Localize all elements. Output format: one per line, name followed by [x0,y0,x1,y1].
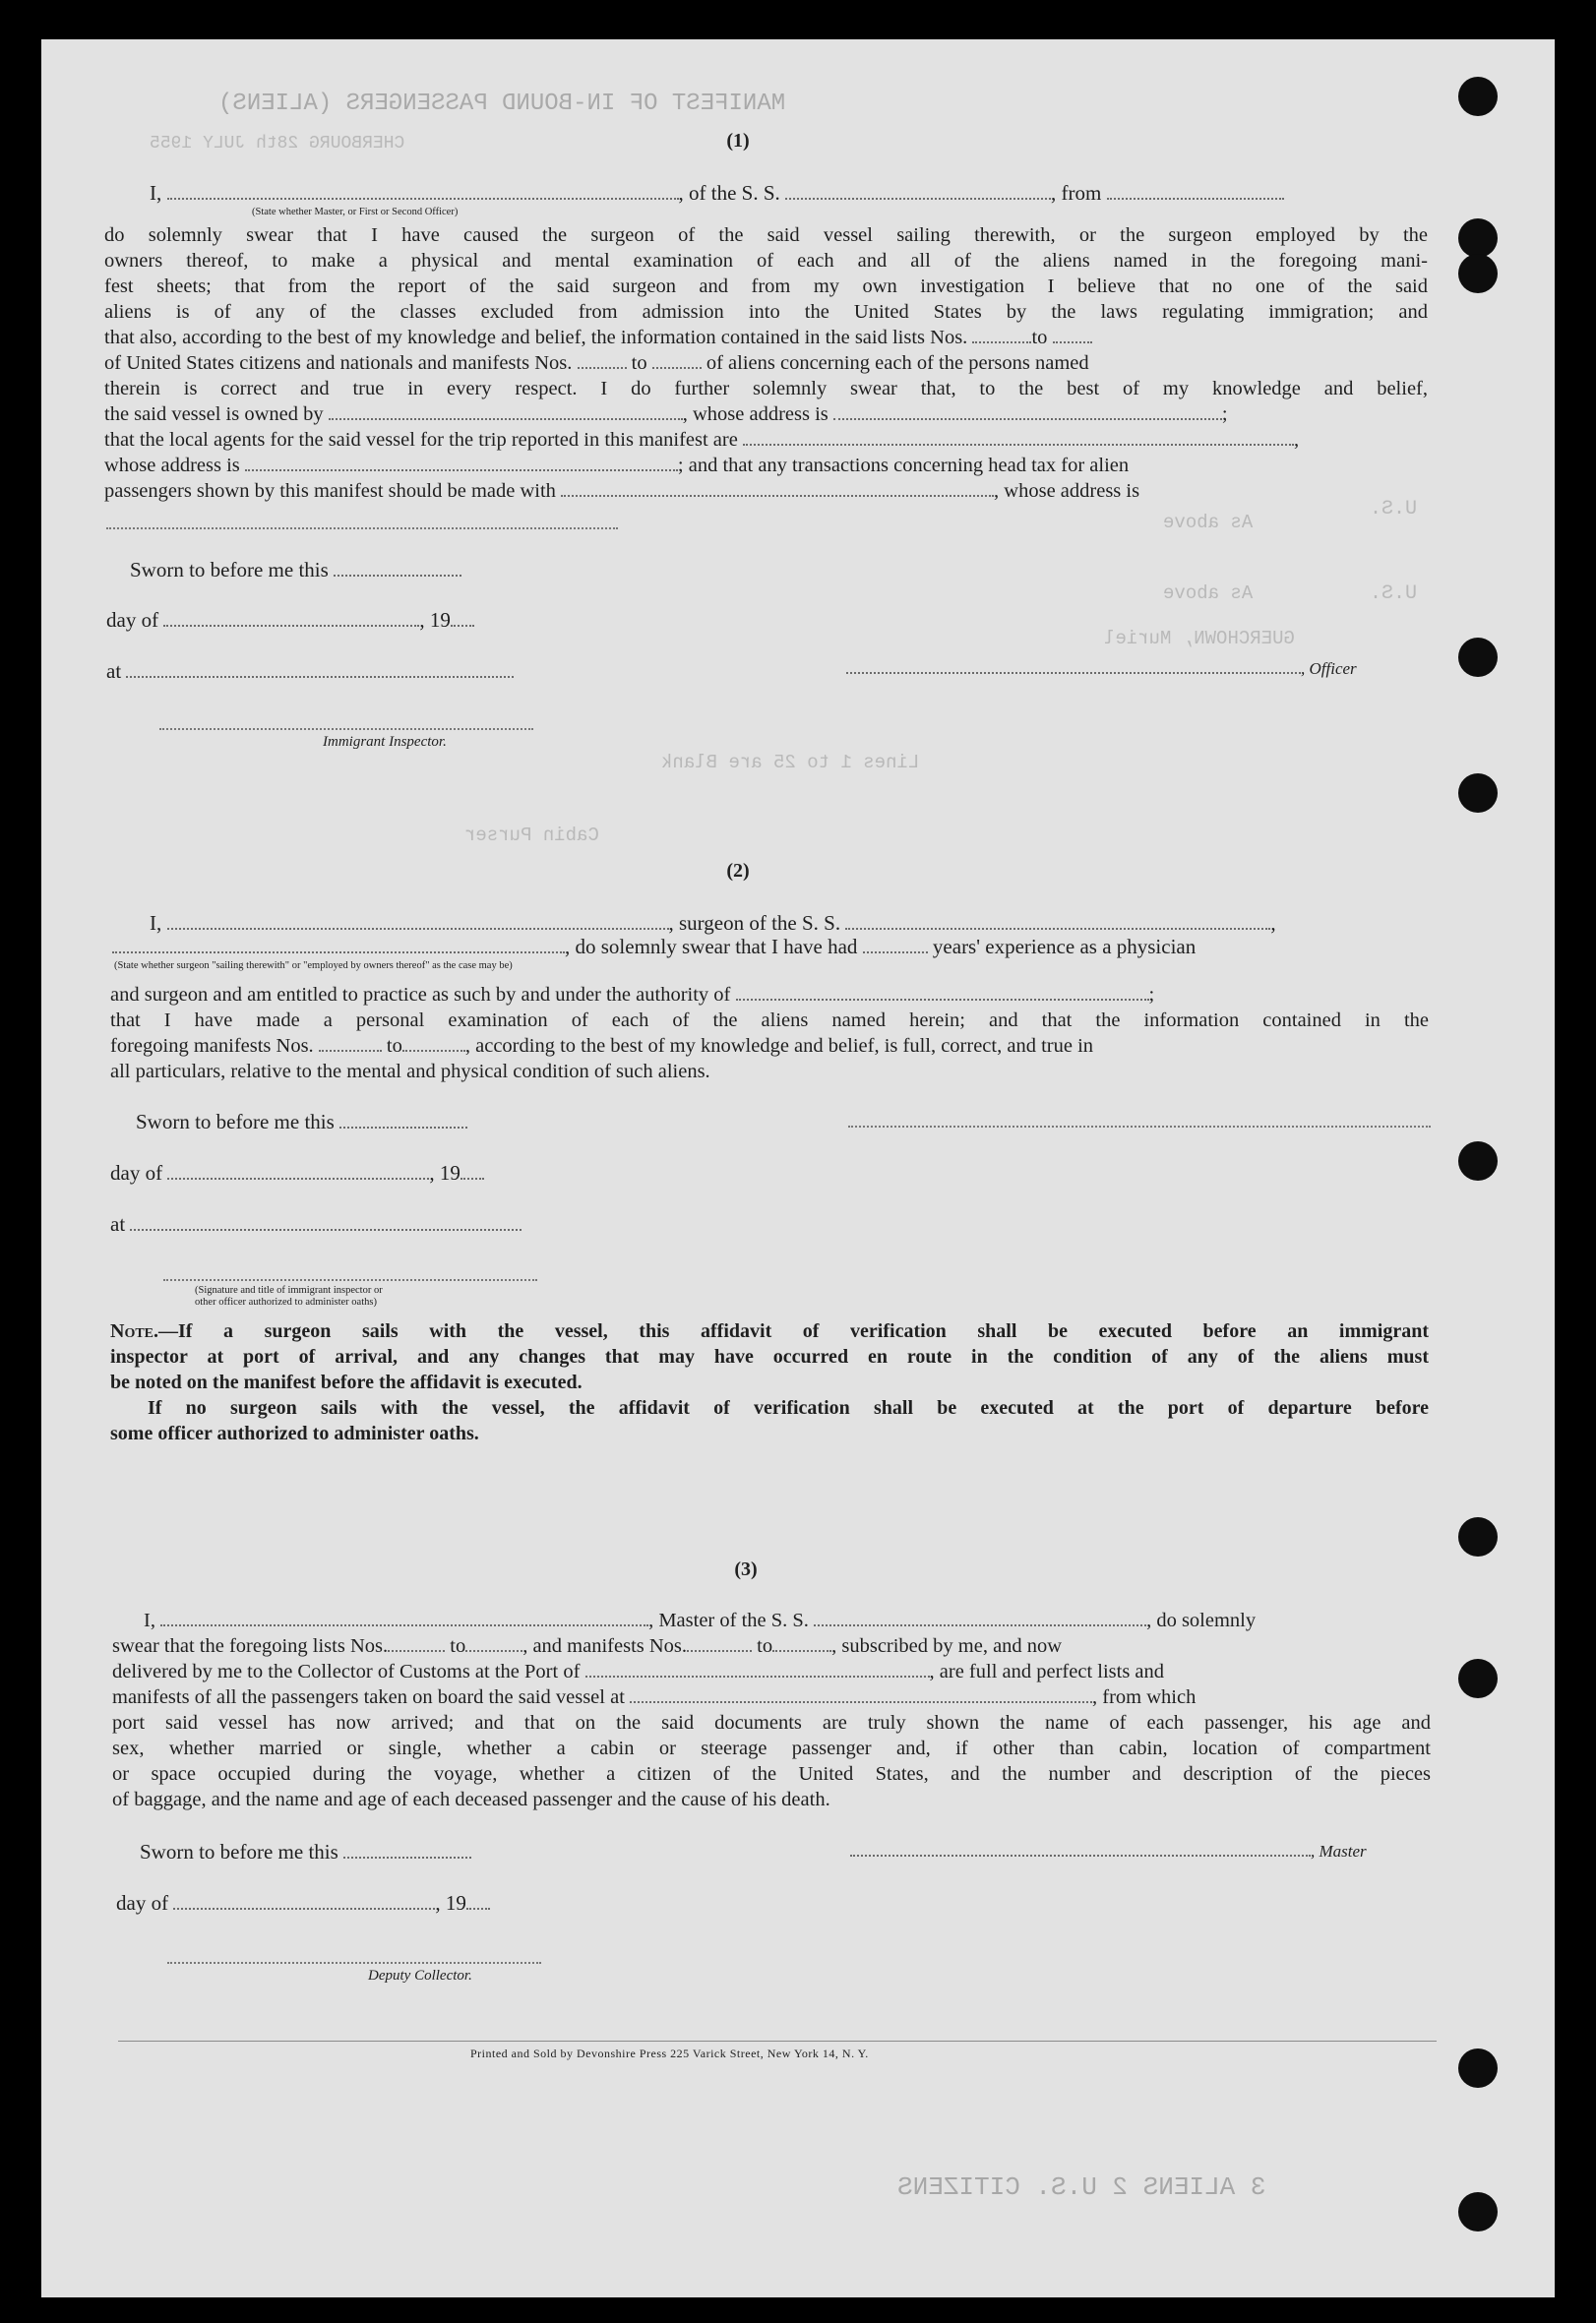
deputy-collector-label: Deputy Collector. [368,1968,472,1984]
section-2-experience-line: , do solemnly swear that I have had years' experience as a physician [112,935,1196,959]
binder-hole [1458,1517,1498,1557]
section-2-day-of: day of , 19 [110,1161,484,1186]
binder-hole [1458,1659,1498,1698]
deputy-collector-line [167,1962,541,1964]
bleed-mark-2: U.S. [1370,582,1418,605]
surgeon-caption: (State whether surgeon "sailing therewith" or "employed by owners thereof" as the case may be) [114,960,513,971]
section-2-sworn: Sworn to before me this [136,1110,467,1134]
bleed-entry-4: Lines 1 to 25 are Blank [661,752,920,773]
section-2-opening-line: I, , surgeon of the S. S. , [150,911,1276,935]
binder-hole [1458,77,1498,116]
footer-rule [118,2041,1437,2042]
section-3-day-of: day of , 19 [116,1891,490,1916]
bleed-mark-1: U.S. [1370,498,1418,520]
binder-hole [1458,638,1498,677]
bleed-entry-5: Cabin Purser [464,825,599,846]
section-1-day-of: day of , 19 [106,608,474,633]
section-3-sworn: Sworn to before me this [140,1840,471,1865]
bleed-entry-3: GUERCHOWN, Muriel [1104,628,1295,649]
bleed-bottom-stamp: 3 ALIENS 2 U.S. CITIZENS [897,2172,1266,2202]
section-1-opening-line: I, , of the S. S. , from [150,181,1284,206]
section-1-officer-signature: , Officer [846,655,1357,680]
section-2-number: (2) [726,860,750,882]
section-2-signature-line [848,1126,1431,1128]
section-2-body: and surgeon and am entitled to practice as such by and under the authority of ; that I have made a personal examination of each of the aliens named herein; and that the information contained in the foregoing manifests Nos. to , according to the best of my knowledge and belief, is full, correct, and true in all particulars, relative to the mental and physical condition of such aliens. [110,984,1429,1082]
section-1-sworn: Sworn to before me this [130,558,461,582]
manifest-back-page [41,39,1555,2297]
bleed-header-1: MANIFEST OF IN-BOUND PASSENGERS (ALIENS) [218,91,786,117]
section-1-number: (1) [726,130,750,152]
section-2-inspector-line [163,1279,537,1281]
binder-hole [1458,254,1498,293]
section-1-address-line [106,527,618,529]
binder-hole [1458,1141,1498,1181]
officer-caption: (State whether Master, or First or Second Officer) [252,207,459,217]
section-3-master-signature: , Master [850,1838,1367,1863]
bleed-header-2: CHERBOURG 28th JULY 1955 [150,134,405,153]
binder-hole [1458,218,1498,258]
bleed-entry-2: As above [1163,582,1254,604]
binder-hole [1458,2192,1498,2231]
immigrant-inspector-label: Immigrant Inspector. [323,734,447,750]
section-1-at: at [106,659,514,684]
section-3-body: I, , Master of the S. S. , do solemnly swear that the foregoing lists Nos. to , and manifests Nos. to , subscribed by me, and now delivered by me to the Collector of Customs at the Port of , are full and perfect lists and manifests of all the passengers taken on board the said vessel at , from which port said vessel has now arrived; and that on the said documents are truly shown the name of each passenger, his age and sex, whether married or single, whether a cabin or steerage passenger and, if other than cabin, location of compartment or space occupied during the voyage, whether a citizen of the United States, and the number and description of the pieces of baggage, and the name and age of each deceased passenger and the cause of his death. [112,1610,1431,1810]
binder-hole [1458,2048,1498,2088]
signature-caption-1: (Signature and title of immigrant inspector or [195,1285,383,1296]
signature-caption-2: other officer authorized to administer oaths) [195,1297,377,1308]
surgeon-note: Note.—If a surgeon sails with the vessel, this affidavit of verification shall be executed before an immigrant inspector at port of arrival, and any changes that may have occurred en route in the condition of any of the aliens must be noted on the manifest before the affidavit is executed. If no surgeon sails with the vessel, the affidavit of verification shall be executed at the port of departure before some officer authorized to administer oaths. [110,1320,1429,1444]
section-3-number: (3) [734,1559,758,1580]
printer-credit: Printed and Sold by Devonshire Press 225 Varick Street, New York 14, N. Y. [470,2047,869,2060]
immigrant-inspector-line [159,728,533,730]
section-2-at: at [110,1212,522,1237]
bleed-entry-1: As above [1163,512,1254,533]
binder-hole [1458,773,1498,813]
section-1-body: do solemnly swear that I have caused the surgeon of the said vessel sailing therewith, or the surgeon employed by the owners thereof, to make a physical and mental examination of each and all of the aliens named in the foregoing mani- fest sheets; that from the report of the said surgeon and from my own investigation I believe that no one of the said aliens is of any of the classes excluded from admission into the United States by the laws regulating immigration; and that also, according to the best of my knowledge and belief, the information contained in the said lists Nos. to of United States citizens and nationals and manifests Nos. to of aliens concerning each of the persons named therein is correct and true in every respect. I do further solemnly swear that, to the best of my knowledge and belief, the said vessel is owned by , whose address is ; that the local agents for the said vessel for the trip reported in this manifest are , whose address is ; and that any transactions concerning head tax for alien passengers shown by this manifest should be made with , whose address is [104,224,1428,502]
